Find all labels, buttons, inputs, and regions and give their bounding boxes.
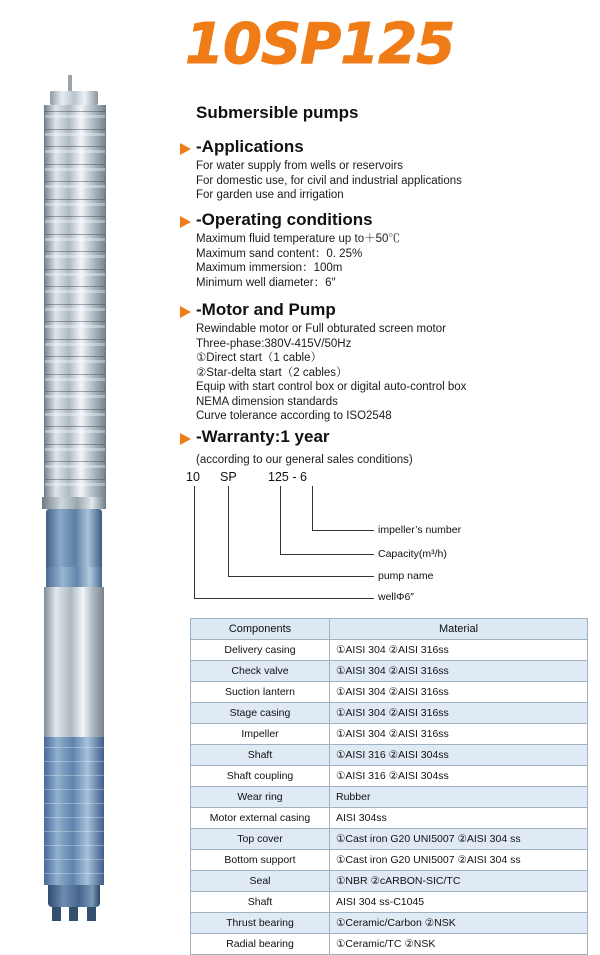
section-heading: -Operating conditions [196,210,373,229]
pump-motor-body [44,737,104,885]
pump-suction-lantern [46,509,102,567]
triangle-marker-icon [180,433,191,445]
cell-component: Wear ring [191,787,330,808]
callout-pump-name: pump name [378,570,434,582]
cell-component: Bottom support [191,850,330,871]
section-line: Minimum well diameter：6″ [196,276,336,289]
column-header-components: Components [191,619,330,640]
pump-stage-highlight [45,378,105,381]
section-line: NEMA dimension standards [196,395,338,408]
pump-stage-highlight [45,133,105,136]
column-header-material: Material [330,619,588,640]
pump-motor-top-cover [46,567,102,587]
pump-stage-highlight [45,308,105,311]
cell-material: AISI 304 ss-C1045 [330,892,588,913]
leader-line-pump-name-h [228,576,374,577]
cell-material: ①AISI 304 ②AISI 316ss [330,640,588,661]
pump-stage-highlight [45,203,105,206]
cell-material: ①NBR ②cARBON-SIC/TC [330,871,588,892]
table-row [191,703,588,724]
pump-stage-highlight [45,325,105,328]
pump-stage-highlight [45,150,105,153]
pump-stage-highlight [45,483,105,486]
materials-table [190,618,588,955]
cell-material: ①AISI 304 ②AISI 316ss [330,661,588,682]
section-line: For domestic use, for civil and industrial applications [196,174,462,187]
pump-stage-ring [45,199,105,200]
cell-component: Thrust bearing [191,913,330,934]
pump-stage-ring [45,216,105,217]
leader-line-impellers [312,486,313,530]
pump-stage-highlight [45,220,105,223]
pump-motor-external-casing [44,587,104,737]
cell-component: Shaft [191,892,330,913]
cell-material: ①AISI 304 ②AISI 316ss [330,703,588,724]
leader-line-well-h [194,598,374,599]
pump-stage-highlight [45,168,105,171]
cell-component: Shaft [191,745,330,766]
section-heading: -Applications [196,137,304,156]
table-row [191,745,588,766]
table-row [191,640,588,661]
pump-stage-ring [45,391,105,392]
callout-capacity: Capacity(m³/h) [378,548,447,560]
cell-material: ①AISI 304 ②AISI 316ss [330,682,588,703]
leader-line-pump-name [228,486,229,576]
pump-motor-line [44,817,104,818]
pump-stage-ring [45,356,105,357]
cell-component: Motor external casing [191,808,330,829]
cell-material: AISI 304ss [330,808,588,829]
pump-stage-ring [45,461,105,462]
section-line: Maximum sand content：0. 25% [196,247,363,260]
table-row [191,808,588,829]
table-header-row [191,619,588,640]
cell-component: Seal [191,871,330,892]
section-heading: -Warranty:1 year [196,427,330,446]
leader-line-capacity [280,486,281,554]
pump-stage-ring [45,146,105,147]
section-note: (according to our general sales conditions) [196,454,413,466]
pump-stage-ring [45,129,105,130]
pump-stage-ring [45,339,105,340]
callout-well-diameter: wellΦ6″ [378,591,415,603]
cell-material: ①AISI 316 ②AISI 304ss [330,766,588,787]
pump-motor-line [44,747,104,748]
page-subtitle: Submersible pumps [196,103,359,122]
pump-stage-ring [45,251,105,252]
pump-stage-highlight [45,413,105,416]
triangle-marker-icon [180,216,191,228]
section-line: For water supply from wells or reservoirs [196,160,404,172]
pump-stage-stack [44,105,106,497]
section-body [196,232,400,290]
pump-stage-ring [45,286,105,287]
pump-stage-highlight [45,360,105,363]
pump-stage-highlight [45,465,105,468]
callout-impellers-number: impeller’s number [378,524,462,536]
page-title: 10SP125 [185,12,455,77]
code-token-pump-name: SP [220,470,237,484]
cell-component: Suction lantern [191,682,330,703]
pump-stage-highlight [45,255,105,258]
pump-stage-highlight [45,343,105,346]
pump-stage-highlight [45,185,105,188]
table-row [191,682,588,703]
table-row [191,787,588,808]
section-body [196,159,462,203]
cell-material: Rubber [330,787,588,808]
cell-material: ①Ceramic/Carbon ②NSK [330,913,588,934]
cell-component: Impeller [191,724,330,745]
pump-stage-highlight [45,273,105,276]
cell-component: Delivery casing [191,640,330,661]
cell-component: Top cover [191,829,330,850]
cell-material: ①Ceramic/TC ②NSK [330,934,588,955]
pump-stage-highlight [45,238,105,241]
section-line: For garden use and irrigation [196,189,344,201]
pump-stage-highlight [45,448,105,451]
section-line: Three-phase:380V-415V/50Hz [196,337,352,350]
pump-stage-ring [45,304,105,305]
pump-stage-highlight [45,290,105,293]
triangle-marker-icon [180,143,191,155]
triangle-marker-icon [180,306,191,318]
table-row [191,913,588,934]
pump-stage-ring [45,269,105,270]
section-line: Equip with start control box or digital auto-control box [196,381,467,393]
table-row [191,934,588,955]
cell-material: ①Cast iron G20 UNI5007 ②AISI 304 ss [330,829,588,850]
pump-stage-ring [45,374,105,375]
cell-component: Check valve [191,661,330,682]
pump-motor-line [44,789,104,790]
section-line: Rewindable motor or Full obturated screen motor [196,323,446,335]
pump-stage-ring [45,181,105,182]
table-row [191,724,588,745]
pump-stage-ring [45,444,105,445]
section-line: Curve tolerance according to ISO2548 [196,410,392,422]
code-token-well: 10 [186,470,200,484]
cell-component: Stage casing [191,703,330,724]
table-row [191,829,588,850]
pump-stage-ring [45,479,105,480]
code-token-capacity-impellers: 125 - 6 [268,470,307,484]
section-body [196,322,466,424]
table-row [191,892,588,913]
table-row [191,661,588,682]
pump-motor-line [44,775,104,776]
pump-stage-ring [45,164,105,165]
pump-motor-line [44,761,104,762]
pump-stage-ring [45,426,105,427]
pump-stage-highlight [45,430,105,433]
pump-feet [52,907,96,921]
leader-line-impellers-h [312,530,374,531]
pump-motor-line [44,845,104,846]
pump-motor-line [44,859,104,860]
cell-material: ①AISI 304 ②AISI 316ss [330,724,588,745]
section-line: ②Star-delta start（2 cables） [196,366,348,379]
pump-motor-line [44,831,104,832]
cell-component: Shaft coupling [191,766,330,787]
leader-line-well [194,486,195,598]
pump-motor-line [44,803,104,804]
section-line: Maximum immersion：100m [196,262,343,274]
model-code-diagram [180,470,580,620]
section-heading: -Motor and Pump [196,300,336,319]
pump-stage-ring [45,321,105,322]
pump-stage-ring [45,409,105,410]
cell-material: ①AISI 316 ②AISI 304ss [330,745,588,766]
pump-illustration [22,75,142,875]
cell-material: ①Cast iron G20 UNI5007 ②AISI 304 ss [330,850,588,871]
table-row [191,766,588,787]
pump-stage-highlight [45,115,105,118]
pump-mid-joint [42,497,106,509]
pump-stage-highlight [45,395,105,398]
leader-line-capacity-h [280,554,374,555]
pump-stage-ring [45,234,105,235]
pump-stage-ring [45,111,105,112]
pump-bottom-support [48,885,100,907]
section-line: Maximum fluid temperature up to＋50℃ [196,233,400,245]
pump-top-cap [50,91,98,105]
table-row [191,871,588,892]
pump-motor-line [44,873,104,874]
cell-component: Radial bearing [191,934,330,955]
table-row [191,850,588,871]
section-line: ①Direct start（1 cable） [196,352,322,364]
